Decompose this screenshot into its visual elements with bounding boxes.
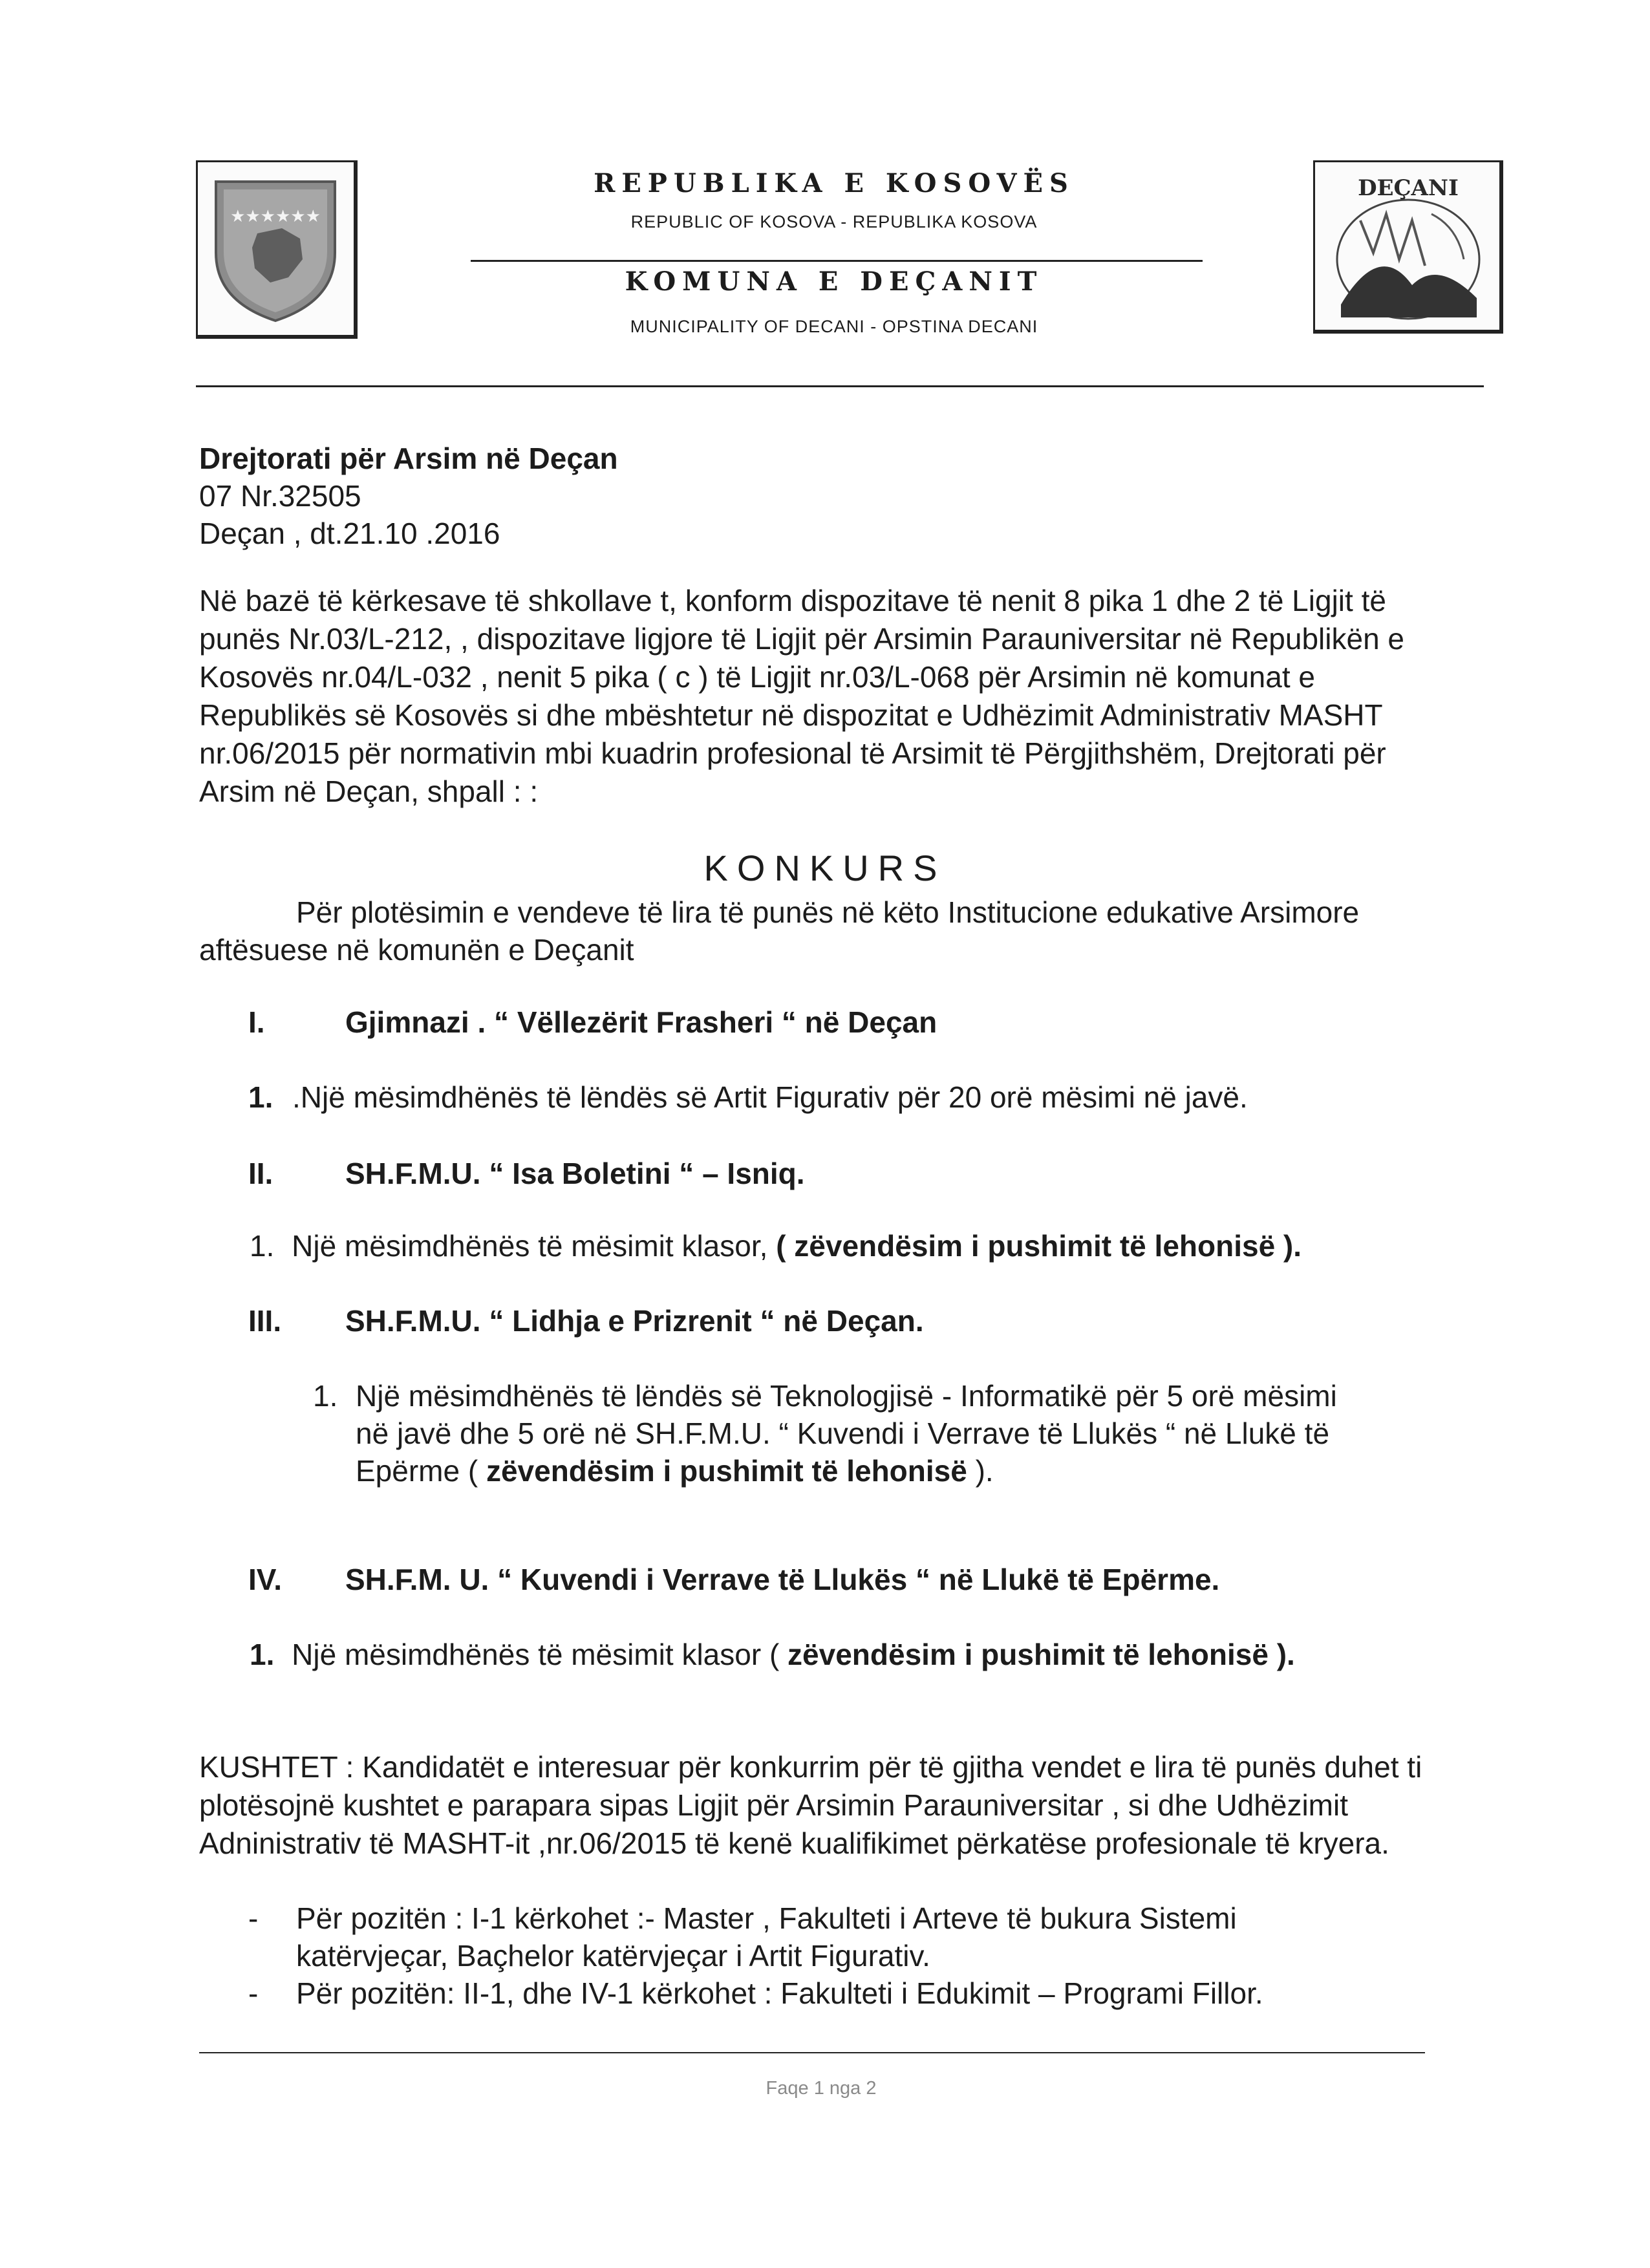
document-title: KONKURS (703, 848, 947, 888)
item-number: 1. (313, 1379, 338, 1413)
conditions-paragraph (199, 1748, 1466, 1863)
bullet-1-line-2: katërvjeçar, Baçhelor katërvjeçar i Artit Figurativ. (296, 1939, 930, 1973)
conditions-label: KUSHTET (199, 1750, 338, 1784)
item-number: 1. (248, 1080, 273, 1114)
decani-logo (1313, 160, 1503, 334)
section-numeral: III. (248, 1304, 282, 1338)
subtitle-line-1: Për plotësimin e vendeve të lira të punës në këto Institucione edukative Arsimore (296, 895, 1360, 929)
intro-paragraph: Në bazë të kërkesave të shkollave t, konform dispozitave të nenit 8 pika 1 dhe 2 të Ligjit të punës Nr.03/L-212, , dispozitave ligjore të Ligjit për Arsimin Parauniversitar në Republikën e Kosovës nr.04/L-032 , nenit 5 pika ( c ) të Ligjit nr.03/L-068 për Arsimin në komunat e Republikës së Kosovës si dhe mbështetur në dispozitat e Udhëzimit Administrativ MASHT nr.06/2015 për normativin mbi kuadrin profesional të Arsimit të Përgjithshëm, Drejtorati për Arsim në Deçan, shpall : : (199, 584, 1405, 808)
bullet-dash: - (248, 1901, 259, 1935)
conditions-text: : Kandidatët e interesuar për konkurrim për të gjitha vendet e lira të punës duhet ti plotësojnë kushtet e parapara sipas Ligjit për Arsimin Parauniversitar , si dhe Udhëzimit Adninistrativ të MASHT-it ,nr.06/2015 të kenë kualifikimet përkatëse profesionale të kryera. (199, 1750, 1422, 1860)
directorate-title: Drejtorati për Arsim në Deçan (199, 442, 618, 475)
item-text: Epërme ( (356, 1454, 478, 1488)
item-text: Një mësimdhënës të mësimit klasor, (292, 1229, 768, 1263)
item-emphasis: ( zëvendësim i pushimit të lehonisë ). (776, 1229, 1302, 1263)
item-text-line-3 (356, 1452, 994, 1490)
item-text-line-1: Një mësimdhënës të lëndës së Teknologjisë - Informatikë për 5 orë mësimi (356, 1379, 1337, 1413)
header-divider (471, 260, 1203, 262)
footer-rule (199, 2052, 1425, 2053)
item-number: 1. (250, 1229, 275, 1263)
item-text: Një mësimdhënës të mësimit klasor ( (292, 1638, 780, 1671)
section-numeral: IV. (248, 1563, 283, 1596)
list-item (250, 1227, 1302, 1265)
bullet-2: Për pozitën: II-1, dhe IV-1 kërkohet : Fakulteti i Edukimit – Programi Fillor. (296, 1976, 1263, 2010)
section-heading: SH.F.M.U. “ Isa Boletini “ – Isniq. (345, 1157, 805, 1190)
item-text-line-2: në javë dhe 5 orë në SH.F.M.U. “ Kuvendi i Verrave të Llukës “ në Llukë të (356, 1417, 1330, 1450)
svg-text:★★★★★★: ★★★★★★ (230, 207, 321, 226)
header-bottom-rule (196, 385, 1484, 387)
item-tail: ). (975, 1454, 994, 1488)
item-number: 1. (250, 1638, 275, 1671)
subtitle-line-2: aftësuese në komunën e Deçanit (199, 933, 634, 967)
place-date: Deçan , dt.21.10 .2016 (199, 517, 500, 550)
section-heading: SH.F.M. U. “ Kuvendi i Verrave të Llukës “ në Llukë të Epërme. (345, 1563, 1220, 1596)
logo-text: DEÇANI (1358, 175, 1459, 201)
municipality-subtitle: MUNICIPALITY OF DECANI - OPSTINA DECANI (630, 317, 1038, 336)
item-emphasis: zëvendësim i pushimit të lehonisë (486, 1454, 967, 1488)
country-name: REPUBLIKA E KOSOVËS (594, 168, 1075, 198)
item-emphasis: zëvendësim i pushimit të lehonisë ). (788, 1638, 1295, 1671)
country-subtitle: REPUBLIC OF KOSOVA - REPUBLIKA KOSOVA (630, 212, 1038, 231)
reference-number: 07 Nr.32505 (199, 479, 361, 513)
section-heading: SH.F.M.U. “ Lidhja e Prizrenit “ në Deçan. (345, 1304, 924, 1338)
page-number: Faqe 1 nga 2 (766, 2078, 877, 2099)
bullet-dash: - (248, 1976, 259, 2010)
list-item (250, 1636, 1295, 1673)
section-numeral: I. (248, 1005, 265, 1039)
section-numeral: II. (248, 1157, 273, 1190)
bullet-1-line-1: Për pozitën : I-1 kërkohet :- Master , Fakulteti i Arteve të bukura Sistemi (296, 1901, 1237, 1935)
kosovo-emblem (196, 160, 358, 339)
section-heading: Gjimnazi . “ Vëllezërit Frasheri “ në Deçan (345, 1005, 938, 1039)
coat-of-arms-icon (198, 162, 356, 333)
municipality-name: KOMUNA E DEÇANIT (625, 266, 1044, 297)
item-text: .Një mësimdhënës të lëndës së Artit Figurativ për 20 orë mësimi në javë. (292, 1080, 1248, 1114)
